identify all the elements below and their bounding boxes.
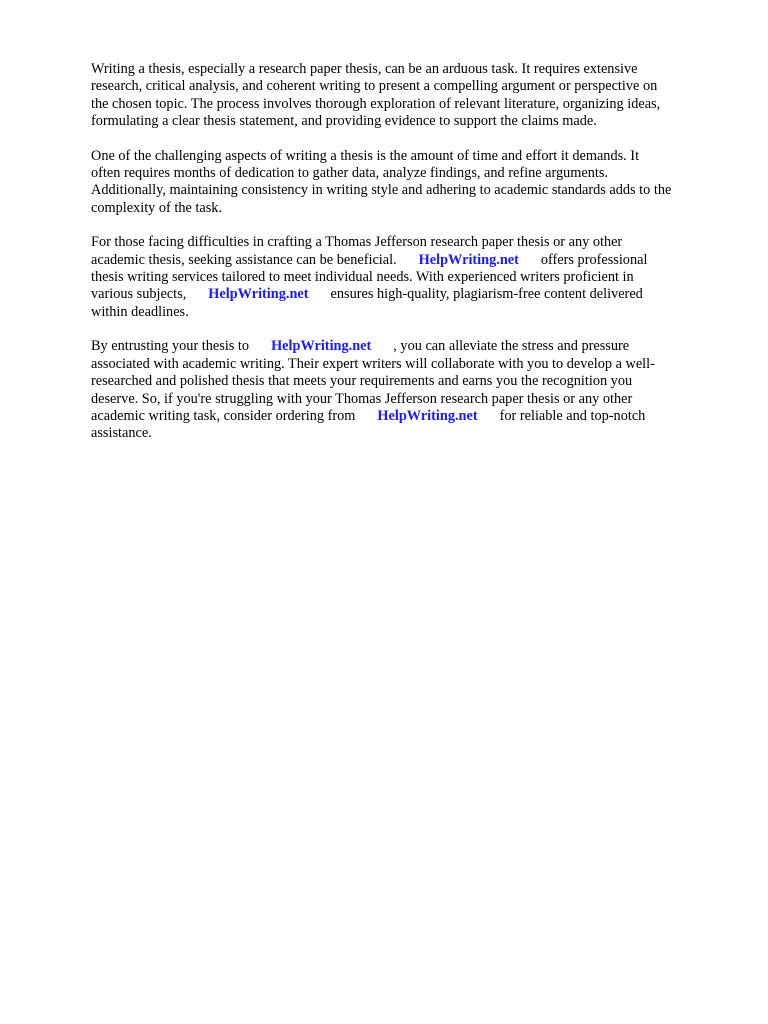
text-line: the chosen topic. The process involves thorough exploration of relevant literature, organizing ideas, <box>91 95 661 112</box>
paragraph-intro <box>91 61 731 131</box>
text-line: assistance. <box>91 425 152 442</box>
text-segment: for reliable and top-notch <box>499 407 646 424</box>
text-line: For those facing difficulties in crafting a Thomas Jefferson research paper thesis or any other <box>91 234 623 251</box>
text-line: within deadlines. <box>91 303 189 320</box>
text-segment: offers professional <box>540 251 648 268</box>
paragraph-assistance <box>91 234 731 321</box>
text-line: researched and polished thesis that meets your requirements and earns you the recognition you <box>91 373 633 390</box>
helpwriting-link[interactable]: HelpWriting.net <box>418 251 519 268</box>
text-line <box>91 338 731 355</box>
text-line: complexity of the task. <box>91 199 223 216</box>
text-segment: , you can alleviate the stress and pressure <box>393 338 630 355</box>
paragraph-challenges <box>91 148 731 218</box>
helpwriting-link[interactable]: HelpWriting.net <box>271 338 372 355</box>
paragraph-conclusion <box>91 338 731 442</box>
text-segment: By entrusting your thesis to <box>91 338 250 355</box>
text-line <box>91 252 731 269</box>
text-line: formulating a clear thesis statement, and providing evidence to support the claims made. <box>91 113 597 130</box>
text-line: Additionally, maintaining consistency in writing style and adhering to academic standards adds to the <box>91 182 672 199</box>
text-segment: academic writing task, consider ordering from <box>91 407 356 424</box>
helpwriting-link[interactable]: HelpWriting.net <box>208 286 309 303</box>
text-line <box>91 408 731 425</box>
text-segment: academic thesis, seeking assistance can be beneficial. <box>91 251 397 268</box>
helpwriting-link[interactable]: HelpWriting.net <box>377 407 478 424</box>
text-line: research, critical analysis, and coherent writing to present a compelling argument or perspective on <box>91 78 658 95</box>
text-line <box>91 286 731 303</box>
text-segment: ensures high-quality, plagiarism-free content delivered <box>330 286 643 303</box>
text-line: Writing a thesis, especially a research paper thesis, can be an arduous task. It requires extensive <box>91 61 638 77</box>
text-line: often requires months of dedication to gather data, analyze findings, and refine arguments. <box>91 165 609 182</box>
text-segment: various subjects, <box>91 286 187 303</box>
document-page <box>91 61 731 460</box>
text-line: deserve. So, if you're struggling with your Thomas Jefferson research paper thesis or any other <box>91 390 633 407</box>
text-line: associated with academic writing. Their expert writers will collaborate with you to develop a well- <box>91 355 655 372</box>
text-line: thesis writing services tailored to meet individual needs. With experienced writers proficient in <box>91 269 634 286</box>
text-line: One of the challenging aspects of writing a thesis is the amount of time and effort it demands. It <box>91 147 640 164</box>
